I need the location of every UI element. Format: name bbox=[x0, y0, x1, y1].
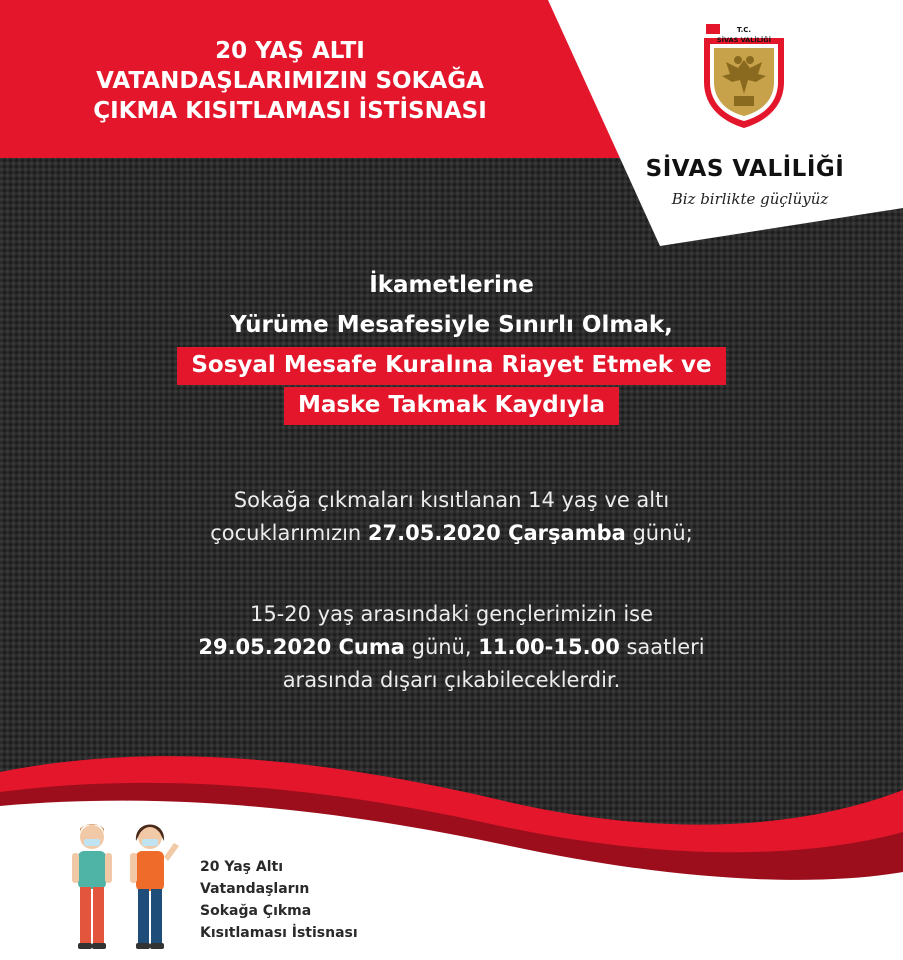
date-highlight: 27.05.2020 Çarşamba bbox=[367, 521, 626, 545]
eagle-shield-icon bbox=[700, 24, 788, 130]
paragraph-line bbox=[40, 517, 863, 550]
heading-line: Yürüme Mesafesiyle Sınırlı Olmak, bbox=[230, 312, 673, 338]
text-span: çocuklarımızın bbox=[210, 521, 368, 545]
heading-highlight: Sosyal Mesafe Kuralına Riayet Etmek ve bbox=[177, 347, 725, 385]
time-highlight: 11.00-15.00 bbox=[478, 635, 620, 659]
shield-name-text: SİVAS VALİLİĞİ bbox=[716, 36, 772, 44]
heading-highlight: Maske Takmak Kaydıyla bbox=[284, 387, 619, 425]
text-span: saatleri bbox=[619, 635, 705, 659]
header-title-line: 20 YAŞ ALTI bbox=[215, 38, 365, 64]
paragraph-line: arasında dışarı çıkabileceklerdir. bbox=[282, 668, 621, 692]
text-span: günü, bbox=[404, 635, 479, 659]
text-span: günü; bbox=[625, 521, 693, 545]
caption-line: 20 Yaş Altı bbox=[200, 859, 283, 875]
header-title-line: VATANDAŞLARIMIZIN SOKAĞA bbox=[96, 68, 484, 94]
date-highlight: 29.05.2020 Cuma bbox=[198, 635, 405, 659]
footer-caption bbox=[200, 856, 400, 944]
brand-name: SİVAS VALİLİĞİ bbox=[645, 156, 845, 182]
shield-top-text: T.C. bbox=[736, 26, 752, 34]
header-title-line: ÇIKMA KISITLAMASI İSTİSNASI bbox=[93, 98, 487, 124]
paragraph-line: Sokağa çıkmaları kısıtlanan 14 yaş ve altı bbox=[233, 488, 670, 512]
paragraph-line bbox=[40, 631, 863, 664]
paragraph-line: 15-20 yaş arasındaki gençlerimizin ise bbox=[249, 602, 654, 626]
paragraph-children bbox=[40, 484, 863, 550]
caption-line: Vatandaşların bbox=[200, 881, 310, 897]
brand-slogan: Biz birlikte güçlüyüz bbox=[671, 190, 829, 208]
logo bbox=[620, 18, 870, 218]
caption-line: Sokağa Çıkma bbox=[200, 903, 312, 919]
caption-line: Kısıtlaması İstisnası bbox=[200, 925, 358, 941]
main-heading bbox=[60, 266, 843, 426]
masked-young-people-icon bbox=[60, 815, 190, 955]
heading-line: İkametlerine bbox=[369, 272, 534, 298]
paragraph-youth bbox=[40, 598, 863, 697]
header-title bbox=[30, 36, 550, 126]
